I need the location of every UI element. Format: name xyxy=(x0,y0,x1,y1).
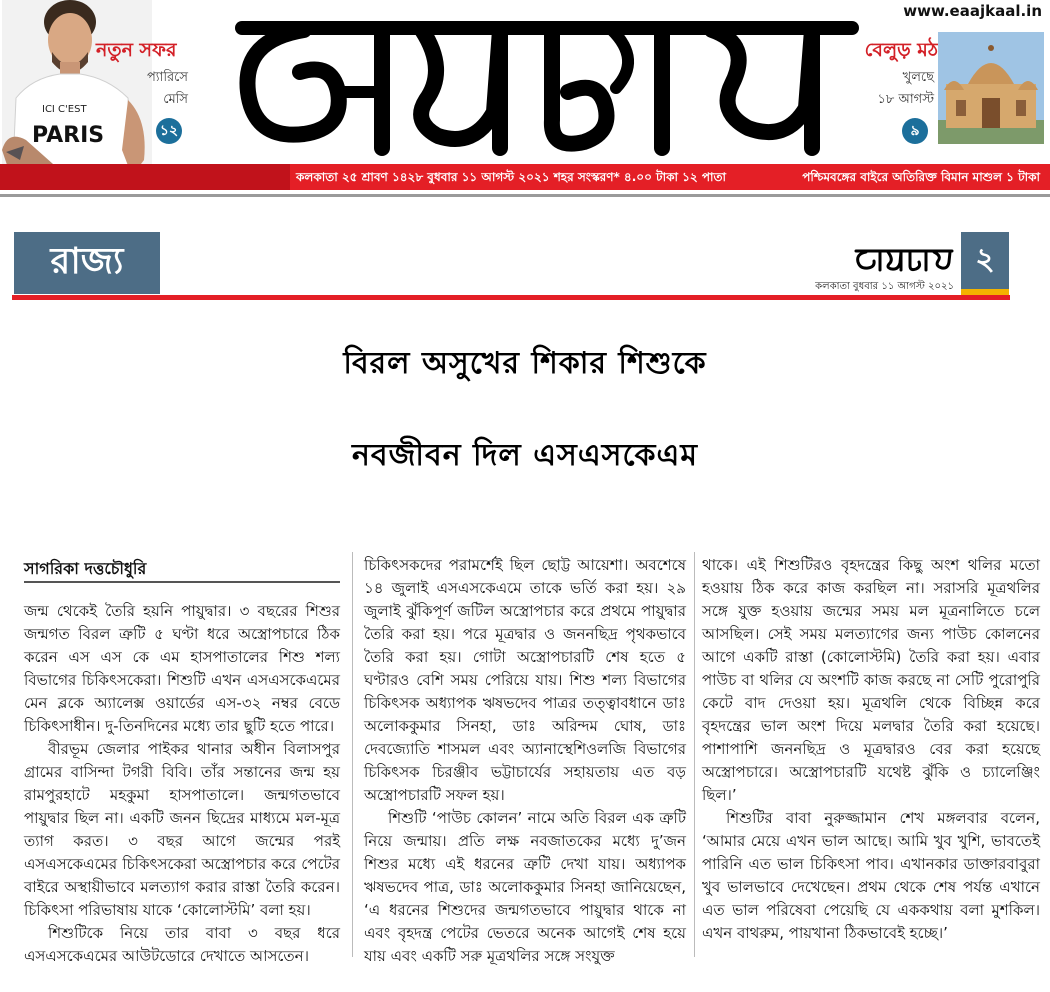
aajkaal-logo[interactable] xyxy=(212,0,862,165)
section-date: কলকাতা বুধবার ১১ আগস্ট ২০২১ xyxy=(815,281,954,292)
temple-photo xyxy=(938,32,1044,144)
section-rule xyxy=(12,295,1010,300)
left-promo-line-1: প্যারিসে xyxy=(146,70,188,85)
column-divider xyxy=(694,552,695,957)
article-column-1 xyxy=(24,600,340,968)
shirt-text-2: PARIS xyxy=(32,123,105,148)
column-divider xyxy=(352,552,353,957)
section-label: রাজ্য xyxy=(14,232,160,294)
left-promo-line-2: মেসি xyxy=(163,92,188,107)
edition-note: পশ্চিমবঙ্গের বাইরে অতিরিক্ত বিমান মাশুল ১ টাকা xyxy=(802,170,1040,184)
right-promo-title: বেলুড় মঠ xyxy=(864,39,938,61)
right-promo-line-1: খুলছে xyxy=(902,70,934,85)
mini-logo xyxy=(852,246,956,272)
left-promo[interactable] xyxy=(0,0,200,190)
article-column-2 xyxy=(364,554,686,968)
paragraph: শিশুটিকে নিয়ে তার বাবা ৩ বছর ধরে এসএসকেএমের আউটডোরে দেখাতে আসতেন। xyxy=(24,924,340,965)
paragraph: শিশুটির বাবা নুরুজ্জামান শেখ মঙ্গলবার বলেন, ‘আমার মেয়ে এখন ভাল আছে। আমি খুব খুশি, ভাবতেই পারিনি এত ভাল চিকিৎসা পাব। এখানকার ডাক্তারবাবুরা খুব ভালভাবে দেখেছেন। প্রথম থেকে শেষ পর্যন্ত এখানে এত ভাল পরিষেবা পেয়েছি যে এককথায় বলা মুশকিল। এখন বাথরুম, পায়খানা ঠিকভাবেই হচ্ছে।’ xyxy=(702,809,1040,942)
right-promo-page-badge: ৯ xyxy=(902,118,928,144)
right-promo[interactable] xyxy=(850,0,1050,190)
paragraph: শিশুটি ‘পাউচ কোলন’ নামে অতি বিরল এক ত্রুটি নিয়ে জন্মায়। প্রতি লক্ষ নবজাতকের মধ্যে দু’জন শিশুর মধ্যে এই ধরনের ত্রুটি দেখা যায়। অধ্যাপক ঋষভদেব পাত্র, ডাঃ অলোককুমার সিনহা জানিয়েছেন, ‘এ ধরনের শিশুদের জন্মগতভাবে পায়ুদ্বার থাকে না এবং বৃহদন্ত্র পেটের ভেতরে অনেক আগেই শেষ হয়ে যায় এবং একটি সরু মূত্রথলির সঙ্গে সংযুক্ত xyxy=(364,809,686,965)
headline xyxy=(0,318,1050,502)
paragraph: জন্ম থেকেই তৈরি হয়নি পায়ুদ্বার। ৩ বছরের শিশুর জন্মগত বিরল ত্রুটি ৫ ঘণ্টা ধরে অস্ত্রোপচারে ঠিক করেন এস এস কে এম হাসপাতালের শিশু শল্য বিভাগের চিকিৎসকেরা। শিশুটি এখন এসএসকেএমের মেন ব্লকে অ্যালেক্স ওয়ার্ডের এস-৩২ নম্বর বেডে চিকিৎসাধীন। দু-তিনদিনের মধ্যে তার ছুটি হতে পারে। xyxy=(24,602,340,735)
byline: সাগরিকা দত্তচৌধুরি xyxy=(24,559,147,578)
headline-line-1: বিরল অসুখের শিকার শিশুকে xyxy=(343,346,707,381)
masthead-rule xyxy=(0,194,1050,197)
paragraph: বীরভূম জেলার পাইকর থানার অধীন বিলাসপুর গ্রামের বাসিন্দা টগরী বিবি। তাঁর সন্তানের জন্ম হয় রামপুরহাটে মহকুমা হাসপাতালে। জন্মগতভাবে পায়ুদ্বার ছিল না। একটি জনন ছিদ্রের মাধ্যমে মল-মূত্র ত্যাগ করত। ৩ বছর আগে জন্মের পরই এসএসকেএমের চিকিৎসকেরা অস্ত্রোপচার করে পেটের বাইরে অস্থায়ীভাবে মলত্যাগ করার রাস্তা তৈরি করেন। চিকিৎসা পরিভাষায় যাকে ‘কোলোস্টমি’ বলা হয়। xyxy=(24,740,340,919)
edition-bar xyxy=(0,164,1050,190)
site-url[interactable]: www.eaajkaal.in xyxy=(903,2,1042,20)
shirt-text-1: ICI C'EST xyxy=(42,104,87,115)
paragraph: থাকে। এই শিশুটিরও বৃহদন্ত্রের কিছু অংশ থলির মতো হওয়ায় ঠিক করে কাজ করছিল না। সরাসরি মূত্রথলির সঙ্গে যুক্ত হওয়ায় জন্মের সময় মল মূত্রনালিতে চলে আসছিল। সেই সময় মলত্যাগের জন্য পাউচ কোলনের আগে একটি রাস্তা (কোলোস্টমি) তৈরি করা হয়। এবার পাউচ বা থলির যে অংশটি কাজ করছে না সেটি পুরোপুরি কেটে বাদ দেওয়া হয়। মূত্রথলি থেকে বিচ্ছিন্ন করে বৃহদন্ত্রের ভাল অংশ দিয়ে মলদ্বার তৈরি করা হয়েছে। পাশাপাশি জননছিদ্র ও মূত্রদ্বারও বের করা হয়েছে অস্ত্রোপচারে। অস্ত্রোপচারটি যথেষ্ট ঝুঁকি ও চ্যালেঞ্জিং ছিল।’ xyxy=(702,556,1040,804)
edition-bar-left xyxy=(0,164,290,190)
masthead xyxy=(0,0,1050,200)
edition-info: কলকাতা ২৫ শ্রাবণ ১৪২৮ বুধবার ১১ আগস্ট ২০২১ শহর সংস্করণ* ৪.০০ টাকা ১২ পাতা xyxy=(296,170,726,184)
article-column-3 xyxy=(702,554,1040,945)
headline-line-2: নবজীবন দিল এসএসকেএম xyxy=(351,438,699,473)
page-number: ২ xyxy=(961,232,1009,292)
paragraph: চিকিৎসকদের পরামর্শেই ছিল ছোট্ট আয়েশা। অবশেষে ১৪ জুলাই এসএসকেএমে তাকে ভর্তি করা হয়। ২৯ জুলাই ঝুঁকিপূর্ণ জটিল অস্ত্রোপচার করে প্রথমে পায়ুদ্বার তৈরি করা হয়। পরে মূত্রদ্বার ও জননছিদ্র পৃথকভাবে তৈরি করা হয়। গোটা অস্ত্রোপচারটি শেষ হতে ৫ ঘণ্টারও বেশি সময় পেরিয়ে যায়। শিশু শল্য বিভাগের চিকিৎসক অধ্যাপক ঋষভদেব পাত্রর তত্ত্বাবধানে ডাঃ অলোককুমার সিনহা, ডাঃ অরিন্দম ঘোষ, ডাঃ দেবজ্যোতি শাসমল এবং অ্যানাস্থেশিওলজি বিভাগের চিকিৎসক চিরঞ্জীব ভট্টাচার্যের সহায়তায় এত বড় অস্ত্রোপচারটি সফল হয়। xyxy=(364,556,686,804)
left-promo-page-badge: ১২ xyxy=(156,118,182,144)
left-promo-title: নতুন সফর xyxy=(96,39,177,61)
right-promo-line-2: ১৮ আগস্ট xyxy=(877,92,934,107)
byline-rule xyxy=(24,581,340,583)
